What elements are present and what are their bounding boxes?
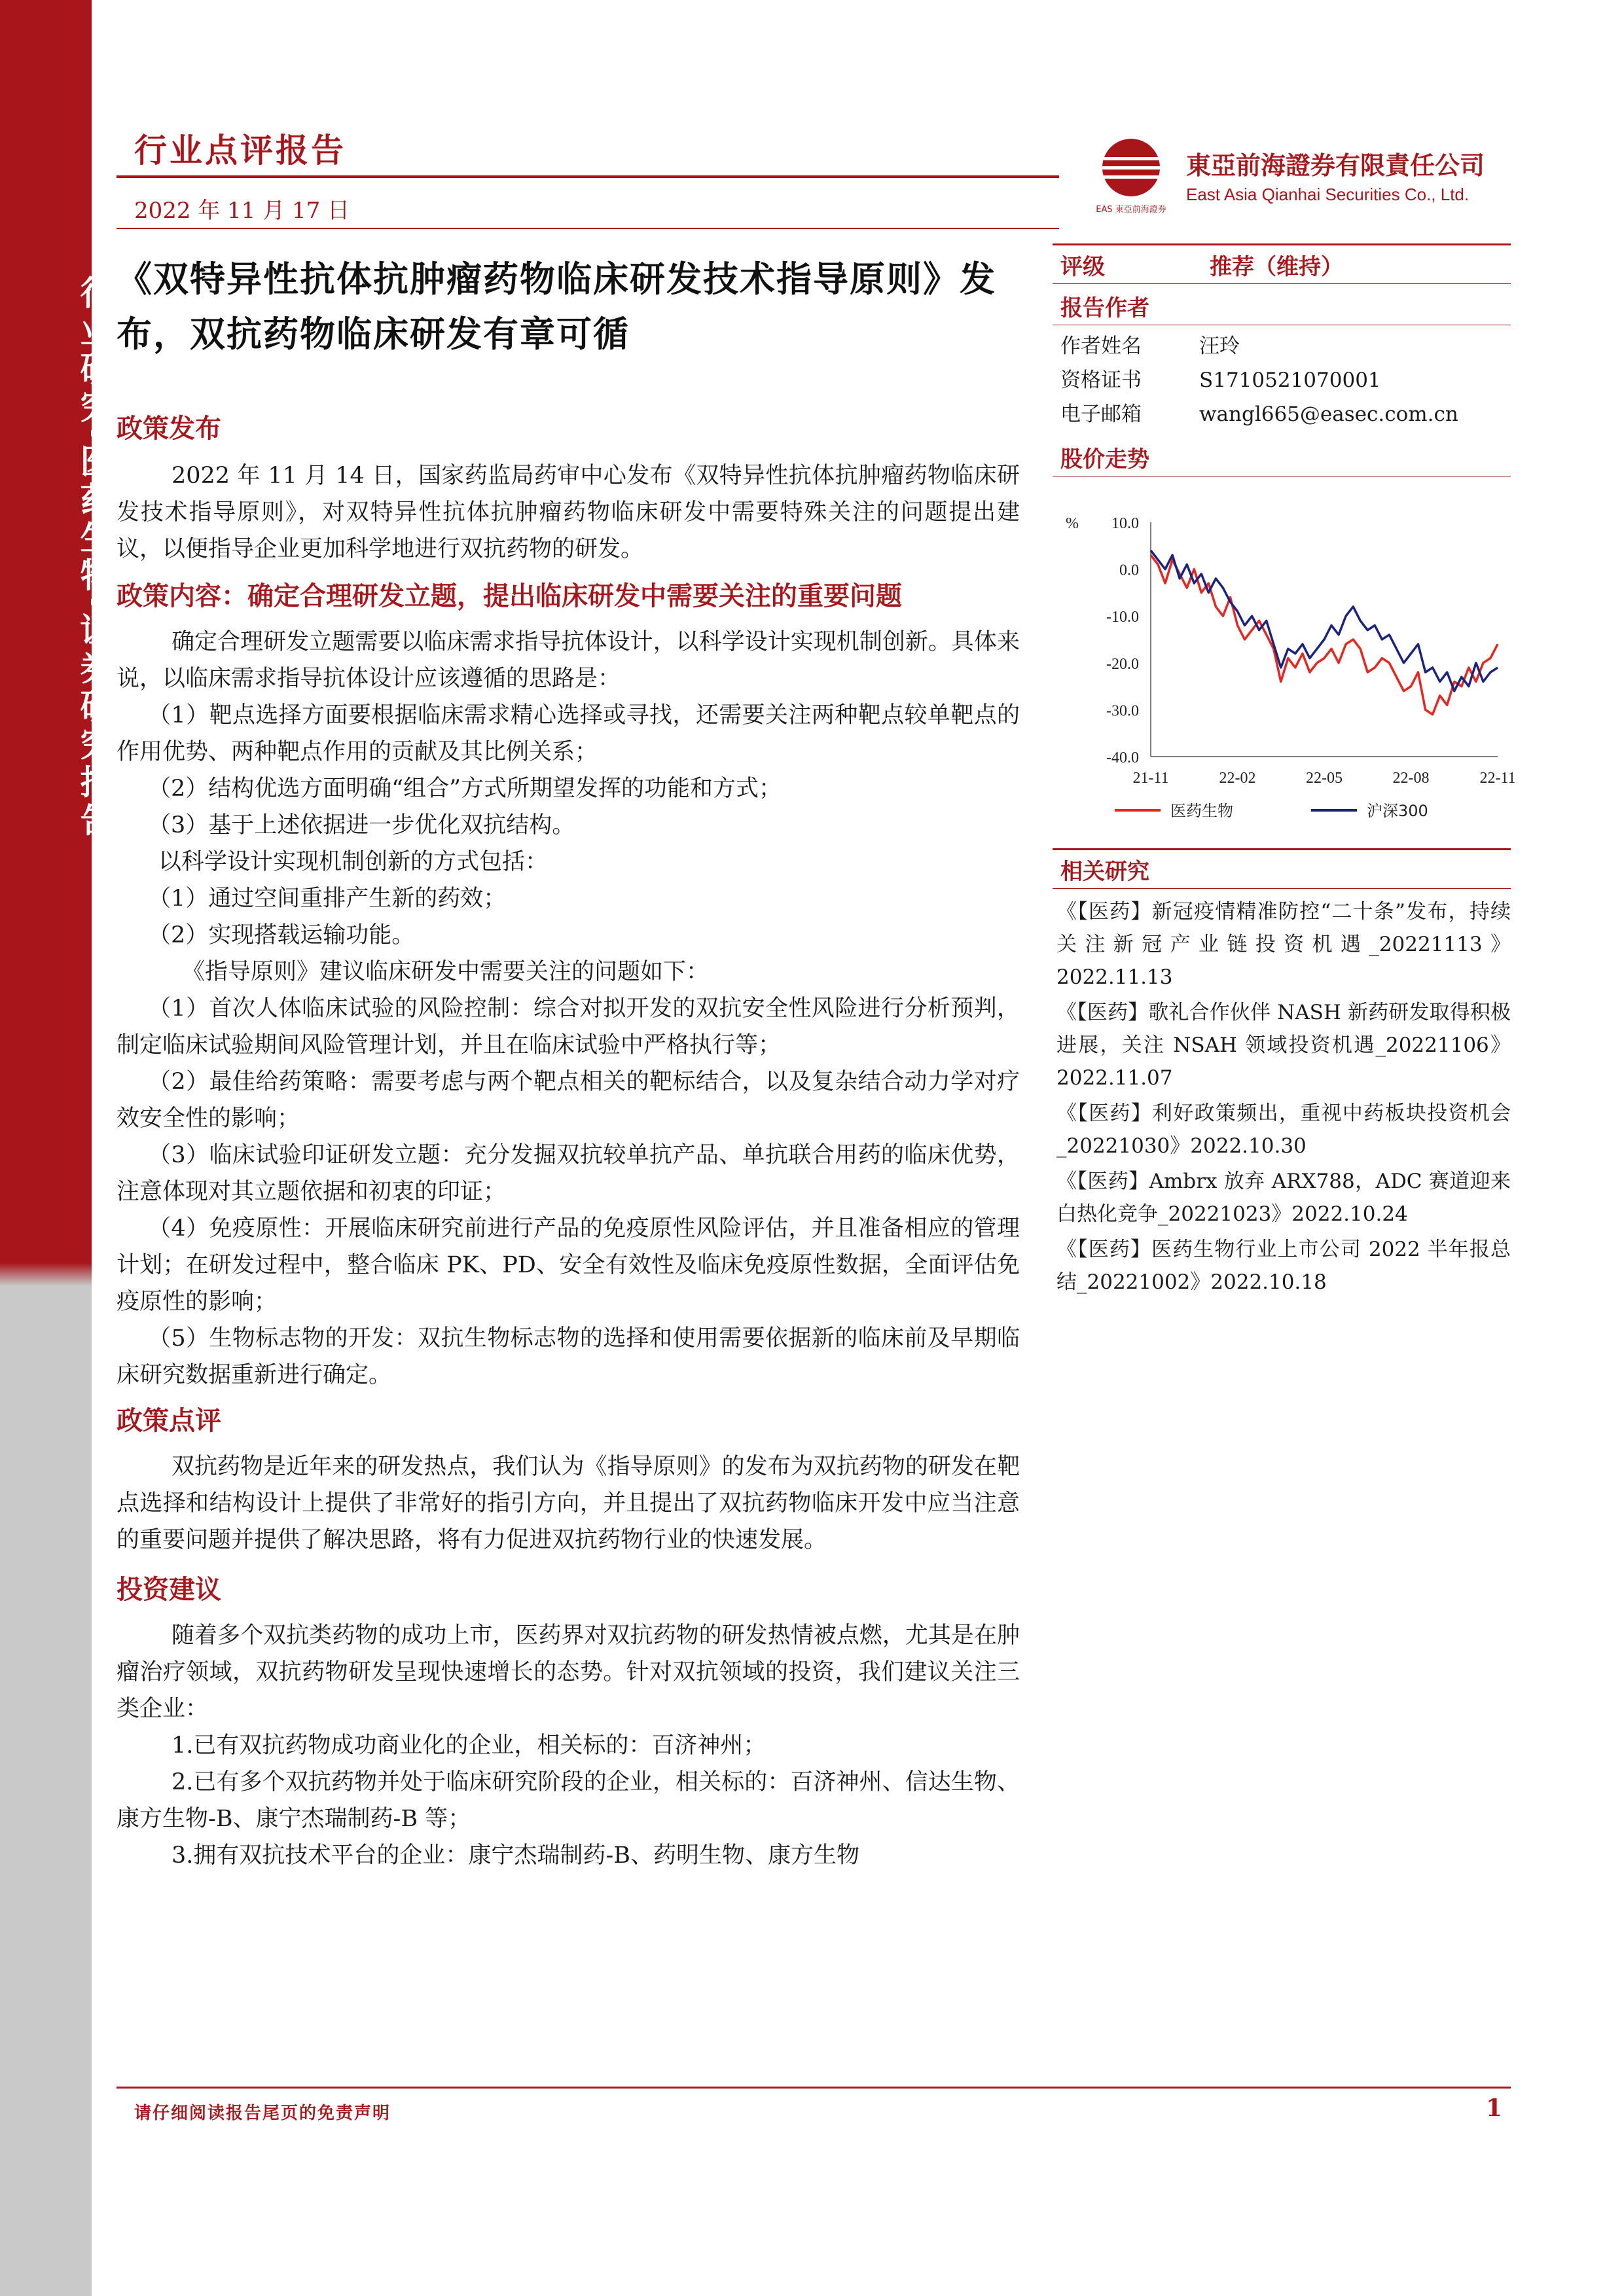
main-column — [117, 252, 1020, 1874]
x-tick-label: 22-02 — [1219, 770, 1256, 787]
author-field-label: 作者姓名 — [1060, 334, 1142, 358]
company-logo-icon — [1092, 135, 1170, 220]
list-item: （2）结构优选方面明确“组合”方式所期望发挥的功能和方式； — [148, 776, 782, 802]
list-item: （4）免疫原性：开展临床研究前进行产品的免疫原性风险评估，并且准备相应的管理计划；在研发过程中，整合临床 PK、PD、安全有效性及临床免疫原性数据，全面评估免疫原性的影响； — [117, 1215, 1020, 1315]
legend-label: 沪深300 — [1367, 802, 1428, 820]
sidebar-title: 行业研究·医药生物·证券研究报告 — [74, 275, 113, 840]
paragraph: 随着多个双抗类药物的成功上市，医药界对双抗药物的研发热情被点燃，尤其是在肿瘤治疗领域，双抗药物研发呈现快速增长的态势。针对双抗领域的投资，我们建议关注三类企业： — [117, 1623, 1020, 1722]
list-item: 2.已有多个双抗药物并处于临床研究阶段的企业，相关标的：百济神州、信达生物、康方生物-B、康宁杰瑞制药-B 等； — [117, 1769, 1020, 1832]
list-item: （2）实现搭载运输功能。 — [148, 922, 415, 948]
related-report-link[interactable]: 《【医药】新冠疫情精准防控“二十条”发布，持续关注新冠产业链投资机遇_20221113》2022.11.13 — [1056, 900, 1511, 989]
related-report-link[interactable]: 《【医药】利好政策频出，重视中药板块投资机会_20221030》2022.10.30 — [1056, 1102, 1511, 1158]
date-rule — [117, 228, 1059, 229]
y-unit-label: % — [1066, 515, 1079, 532]
side-column — [1053, 243, 1516, 1301]
x-tick-label: 22-11 — [1479, 770, 1516, 787]
company-name-en: East Asia Qianhai Securities Co., Ltd. — [1186, 185, 1470, 204]
related-heading: 相关研究 — [1053, 848, 1511, 889]
author-row — [1053, 397, 1511, 431]
x-tick-label: 22-05 — [1306, 770, 1343, 787]
list-item: （2）最佳给药策略：需要考虑与两个靶点相关的靶标结合，以及复杂结合动力学对疗效安全性的影响； — [117, 1069, 1020, 1132]
section-heading: 政策发布 — [117, 414, 221, 444]
list-item: （3）临床试验印证研发立题：充分发掘双抗较单抗产品、单抗联合用药的临床优势，注意体现对其立题依据和初衷的印证； — [117, 1142, 1020, 1205]
rating-row — [1053, 243, 1511, 284]
y-tick-label: 0.0 — [1119, 562, 1139, 579]
author-field-label: 资格证书 — [1060, 368, 1142, 392]
y-tick-label: -20.0 — [1106, 655, 1139, 673]
author-field-value: S1710521070001 — [1199, 368, 1381, 392]
page-number: 1 — [1486, 2094, 1503, 2122]
x-tick-label: 21-11 — [1132, 770, 1169, 787]
legend-label: 医药生物 — [1170, 802, 1233, 820]
section-heading: 政策点评 — [117, 1406, 221, 1436]
series-line-沪深300 — [1151, 550, 1498, 691]
rating-value: 推荐（维持） — [1210, 253, 1343, 280]
list-item: （1）通过空间重排产生新的药效； — [148, 886, 507, 912]
x-tick-label: 22-08 — [1392, 770, 1430, 787]
y-tick-label: -40.0 — [1106, 749, 1139, 766]
y-tick-label: 10.0 — [1111, 515, 1139, 532]
list-item: （1）靶点选择方面要根据临床需求精心选择或寻找，还需要关注两种靶点较单靶点的作用优势、两种靶点作用的贡献及其比例关系； — [117, 702, 1020, 765]
chart-heading: 股价走势 — [1053, 438, 1511, 476]
author-heading: 报告作者 — [1053, 287, 1511, 325]
author-field-label: 电子邮箱 — [1060, 403, 1142, 426]
stock-chart-svg — [1053, 476, 1516, 843]
related-report-link[interactable]: 《【医药】Ambrx 放弃 ARX788，ADC 赛道迎来白热化竞争_20221023》2022.10.24 — [1056, 1170, 1511, 1226]
footer-rule — [117, 2087, 1511, 2089]
author-field-value: 汪玲 — [1199, 334, 1240, 358]
author-row — [1053, 329, 1511, 363]
list-item: 以科学设计实现机制创新的方式包括： — [158, 849, 549, 875]
paragraph: 双抗药物是近年来的研发热点，我们认为《指导原则》的发布为双抗药物的研发在靶点选择和结构设计上提供了非常好的指引方向，并且提出了双抗药物临床开发中应当注意的重要问题并提供了解决思路，将有力促进双抗药物行业的快速发展。 — [117, 1454, 1020, 1553]
related-report-link[interactable]: 《【医药】歌礼合作伙伴 NASH 新药研发取得积极进展，关注 NSAH 领域投资机遇_20221106》2022.11.07 — [1056, 1001, 1511, 1090]
y-tick-label: -30.0 — [1106, 702, 1139, 720]
stock-chart — [1053, 476, 1516, 843]
rating-label: 评级 — [1060, 253, 1105, 280]
section-heading: 政策内容：确定合理研发立题，提出临床研发中需要关注的重要问题 — [117, 581, 902, 611]
related-report-link[interactable]: 《【医药】医药生物行业上市公司 2022 半年报总结_20221002》2022.10.18 — [1056, 1238, 1511, 1294]
list-item: 《指导原则》建议临床研发中需要关注的问题如下： — [182, 959, 710, 985]
list-item: （3）基于上述依据进一步优化双抗结构。 — [148, 812, 575, 838]
company-name-cn: 東亞前海證券有限責任公司 — [1186, 151, 1485, 180]
report-date: 2022 年 11 月 17 日 — [134, 198, 350, 224]
paragraph: 2022 年 11 月 14 日，国家药监局药审中心发布《双特异性抗体抗肿瘤药物临床研发技术指导原则》，对双特异性抗体抗肿瘤药物临床研发中需要特殊关注的问题提出建议，以便指导企业更加科学地进行双抗药物的研发。 — [117, 463, 1020, 562]
left-sidebar — [0, 0, 113, 2296]
author-row — [1053, 363, 1511, 397]
author-email-link[interactable]: wangl665@easec.com.cn — [1199, 403, 1458, 426]
footer-disclaimer[interactable]: 请仔细阅读报告尾页的免责声明 — [134, 2104, 391, 2123]
report-type-label: 行业点评报告 — [134, 132, 346, 170]
list-item: 3.拥有双抗技术平台的企业：康宁杰瑞制药-B、药明生物、康方生物 — [171, 1842, 859, 1869]
list-item: 1.已有双抗药物成功商业化的企业，相关标的：百济神州； — [171, 1732, 767, 1759]
header-rule — [117, 175, 1059, 178]
list-item: （5）生物标志物的开发：双抗生物标志物的选择和使用需要依据新的临床前及早期临床研究数据重新进行确定。 — [117, 1325, 1020, 1388]
paragraph: 确定合理研发立题需要以临床需求指导抗体设计，以科学设计实现机制创新。具体来说，以临床需求指导抗体设计应该遵循的思路是： — [117, 629, 1020, 692]
section-heading: 投资建议 — [117, 1575, 221, 1605]
list-item: （1）首次人体临床试验的风险控制：综合对拟开发的双抗安全性风险进行分析预判，制定临床试验期间风险管理计划，并且在临床试验中严格执行等； — [117, 996, 1020, 1058]
logo-caption: EAS 東亞前海證券 — [1096, 205, 1166, 215]
report-title: 《双特异性抗体抗肿瘤药物临床研发技术指导原则》发布，双抗药物临床研发有章可循 — [117, 259, 996, 355]
y-tick-label: -10.0 — [1106, 609, 1139, 626]
